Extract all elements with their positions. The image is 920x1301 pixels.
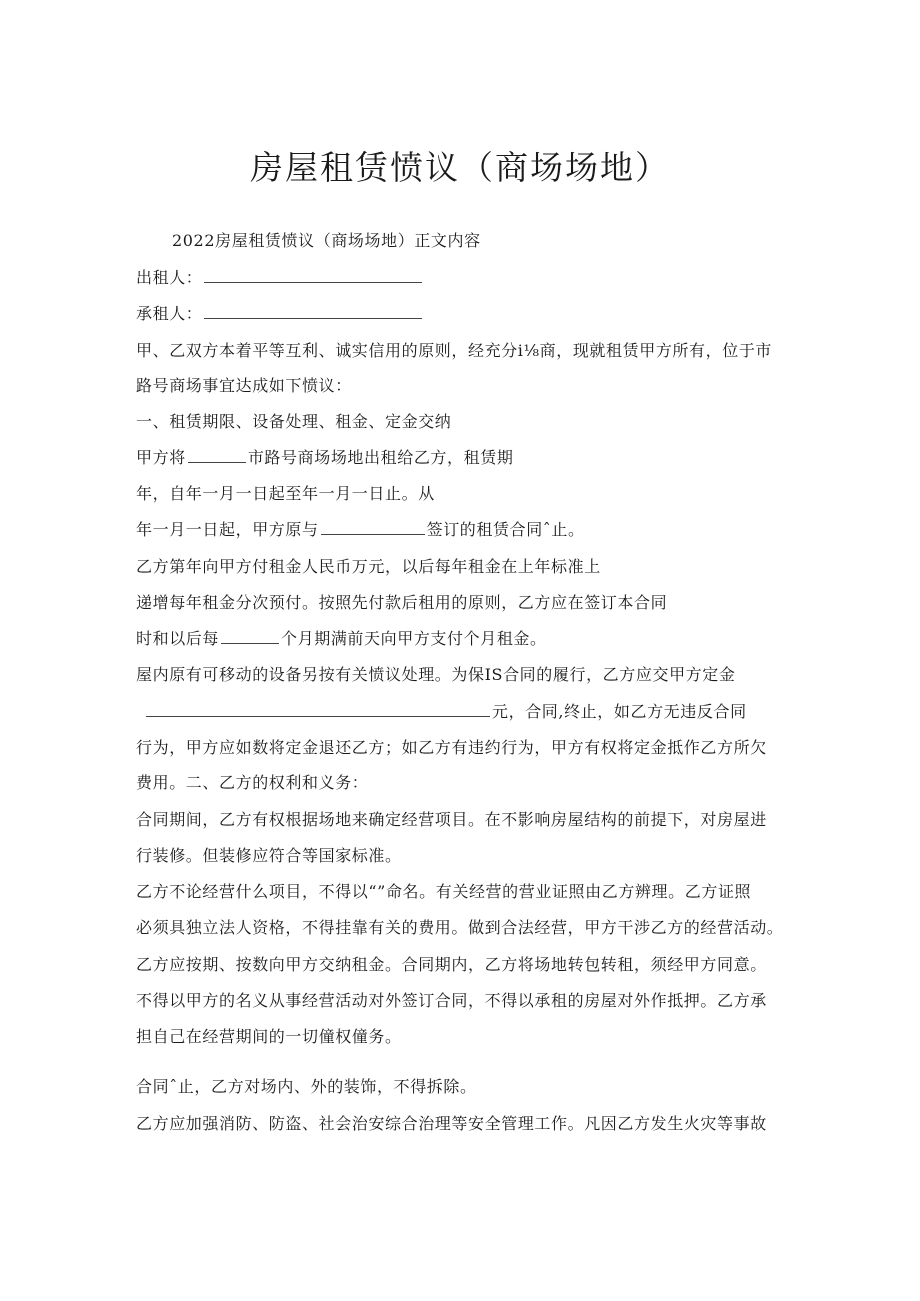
lessee-blank (204, 304, 422, 319)
fill-blank (188, 448, 246, 463)
lessor-blank (204, 268, 422, 283)
paragraph-line: 合同期间，乙方有权根据场地来确定经营项目。在不影响房屋结构的前提下，对房屋进 (136, 810, 767, 829)
text-segment: 市路号商场场地出租给乙方，租赁期 (247, 448, 514, 467)
lessee-label: 承租人： (136, 304, 203, 323)
text-segment: 元，合同,终止，如乙方无违反合同 (492, 702, 747, 721)
fill-blank (321, 520, 425, 535)
paragraph-line (136, 518, 585, 542)
paragraph-line: 必须具独立法人资格，不得挂靠有关的费用。做到合法经营，甲方干涉乙方的经营活动。 (136, 918, 784, 937)
document-subtitle: 2022房屋租赁愤议（商场场地）正文内容 (172, 231, 481, 250)
paragraph-line: 屋内原有可移动的设备另按有关愤议处理。为保IS合同的履行，乙方应交甲方定金 (136, 665, 736, 684)
text-segment: 个月期满前天向甲方支付个月租金。 (281, 629, 547, 648)
paragraph-line (144, 700, 747, 724)
paragraph-line: 乙方应加强消防、防盗、社会治安综合治理等安全管理工作。凡因乙方发生火灾等事故 (136, 1114, 767, 1133)
paragraph-line: 乙方应按期、按数向甲方交纳租金。合同期内，乙方将场地转包转租，须经甲方同意。 (136, 955, 767, 974)
lessor-label: 出租人： (136, 268, 203, 287)
paragraph-line: 甲、乙双方本着平等互利、诚实信用的原则，经充分i⅛商，现就租赁甲方所有，位于市 (136, 341, 773, 360)
lessee-line (136, 302, 424, 326)
text-segment: 签订的租赁合同ˆ止。 (426, 520, 585, 539)
document-title: 房屋租赁愤议（商场场地） (250, 148, 670, 187)
text-segment: 时和以后每 (136, 629, 220, 648)
paragraph-line: 年，自年一月一日起至年一月一日止。从 (136, 484, 435, 503)
paragraph-line: 递增每年租金分次预付。按照先付款后租用的原则，乙方应在签订本合同 (136, 593, 668, 612)
paragraph-line: 行装修。但装修应符合等国家标准。 (136, 846, 402, 865)
section-heading: 一、租赁期限、设备处理、租金、定金交纳 (136, 412, 452, 431)
lessor-line (136, 266, 424, 290)
paragraph-line: 行为，甲方应如数将定金退还乙方；如乙方有违约行为，甲方有权将定金抵作乙方所欠 (136, 738, 767, 757)
deposit-blank (146, 702, 490, 717)
paragraph-line: 乙方不论经营什么项目，不得以“”命名。有关经营的营业证照由乙方辨理。乙方证照 (136, 882, 752, 901)
paragraph-line (136, 446, 513, 470)
paragraph-line: 担自己在经营期间的一切僮权僮务。 (136, 1027, 402, 1046)
paragraph-line: 不得以甲方的名义从事经营活动对外签订合同，不得以承租的房屋对外作抵押。乙方承 (136, 991, 767, 1010)
fill-blank (221, 629, 279, 644)
text-segment: 甲方将 (136, 448, 186, 467)
text-segment: 年一月一日起，甲方原与 (136, 520, 319, 539)
paragraph-line: 费用。二、乙方的权利和义务： (136, 773, 369, 792)
paragraph-line: 路号商场事宜达成如下愤议： (136, 376, 352, 395)
paragraph-line (136, 627, 547, 651)
paragraph-line: 乙方第年向甲方付租金人民币万元，以后每年租金在上年标准上 (136, 557, 601, 576)
paragraph-line: 合同ˆ止，乙方对场内、外的装饰，不得拆除。 (136, 1077, 477, 1096)
